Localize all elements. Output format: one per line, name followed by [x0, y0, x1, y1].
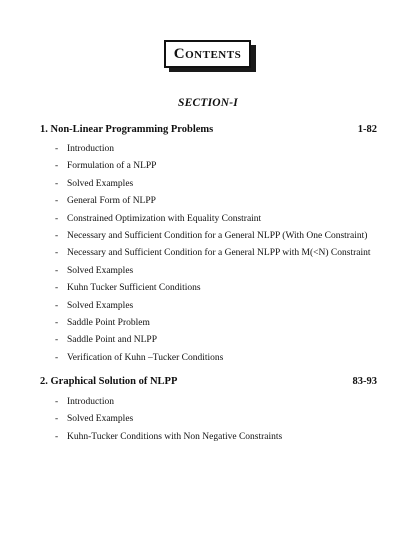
list-dash-marker: - — [55, 335, 59, 346]
toc-entry-label: General Form of NLPP — [67, 196, 156, 207]
toc-entry[interactable] — [55, 228, 371, 245]
toc-entry-label: Introduction — [67, 144, 114, 154]
toc-entry[interactable] — [55, 429, 282, 446]
list-dash-marker: - — [55, 144, 59, 154]
chapter-page-range: 83-93 — [352, 376, 377, 387]
list-dash-marker: - — [55, 178, 59, 189]
toc-entry-label: Saddle Point and NLPP — [67, 335, 157, 346]
section-heading: SECTION-I — [178, 97, 238, 109]
toc-entry-label: Introduction — [67, 397, 114, 407]
toc-entry[interactable] — [55, 280, 371, 297]
toc-entry[interactable] — [55, 411, 282, 428]
toc-entry-label: Solved Examples — [67, 300, 134, 311]
list-dash-marker: - — [55, 397, 59, 407]
toc-entry[interactable] — [55, 263, 371, 280]
list-dash-marker: - — [55, 300, 59, 311]
toc-entry-label: Solved Examples — [67, 265, 134, 276]
toc-entry-label: Kuhn Tucker Sufficient Conditions — [67, 283, 201, 294]
chapter-heading-1[interactable] — [40, 123, 377, 137]
chapter-heading-2[interactable] — [40, 375, 377, 389]
toc-entry[interactable] — [55, 141, 371, 158]
toc-entry[interactable] — [55, 315, 371, 332]
toc-entry-label: Saddle Point Problem — [67, 317, 150, 328]
toc-entry-label: Solved Examples — [67, 178, 134, 189]
list-dash-marker: - — [55, 431, 59, 442]
list-dash-marker: - — [55, 352, 59, 363]
toc-entry-label: Solved Examples — [67, 414, 134, 425]
toc-entry[interactable] — [55, 298, 371, 315]
list-dash-marker: - — [55, 248, 59, 259]
toc-entry[interactable] — [55, 158, 371, 175]
toc-entry-label: Kuhn-Tucker Conditions with Non Negative Constraints — [67, 431, 283, 442]
toc-entry[interactable] — [55, 350, 371, 367]
list-dash-marker: - — [55, 265, 59, 276]
list-dash-marker: - — [55, 414, 59, 425]
chapter-title: 1. Non-Linear Programming Problems — [40, 124, 214, 135]
toc-entry[interactable] — [55, 332, 371, 349]
toc-entry[interactable] — [55, 193, 371, 210]
toc-entry-label: Constrained Optimization with Equality Constraint — [67, 213, 262, 224]
list-dash-marker: - — [55, 317, 59, 328]
page-title: Contents — [164, 40, 251, 68]
list-dash-marker: - — [55, 161, 59, 172]
toc-entry-label: Verification of Kuhn –Tucker Conditions — [67, 352, 224, 363]
chapter-1-topic-list — [55, 141, 371, 367]
toc-entry[interactable] — [55, 176, 371, 193]
toc-entry[interactable] — [55, 394, 282, 411]
toc-entry[interactable] — [55, 245, 371, 262]
toc-entry-label: Necessary and Sufficient Condition for a General NLPP with M(<N) Constraint — [67, 248, 371, 259]
toc-entry[interactable] — [55, 211, 371, 228]
toc-entry-label: Necessary and Sufficient Condition for a General NLPP (With One Constraint) — [67, 230, 368, 241]
list-dash-marker: - — [55, 213, 59, 224]
list-dash-marker: - — [55, 196, 59, 207]
list-dash-marker: - — [55, 230, 59, 241]
list-dash-marker: - — [55, 283, 59, 294]
chapter-title: 2. Graphical Solution of NLPP — [40, 376, 178, 387]
toc-entry-label: Formulation of a NLPP — [67, 161, 157, 172]
chapter-2-topic-list — [55, 394, 282, 446]
chapter-page-range: 1-82 — [357, 124, 377, 135]
